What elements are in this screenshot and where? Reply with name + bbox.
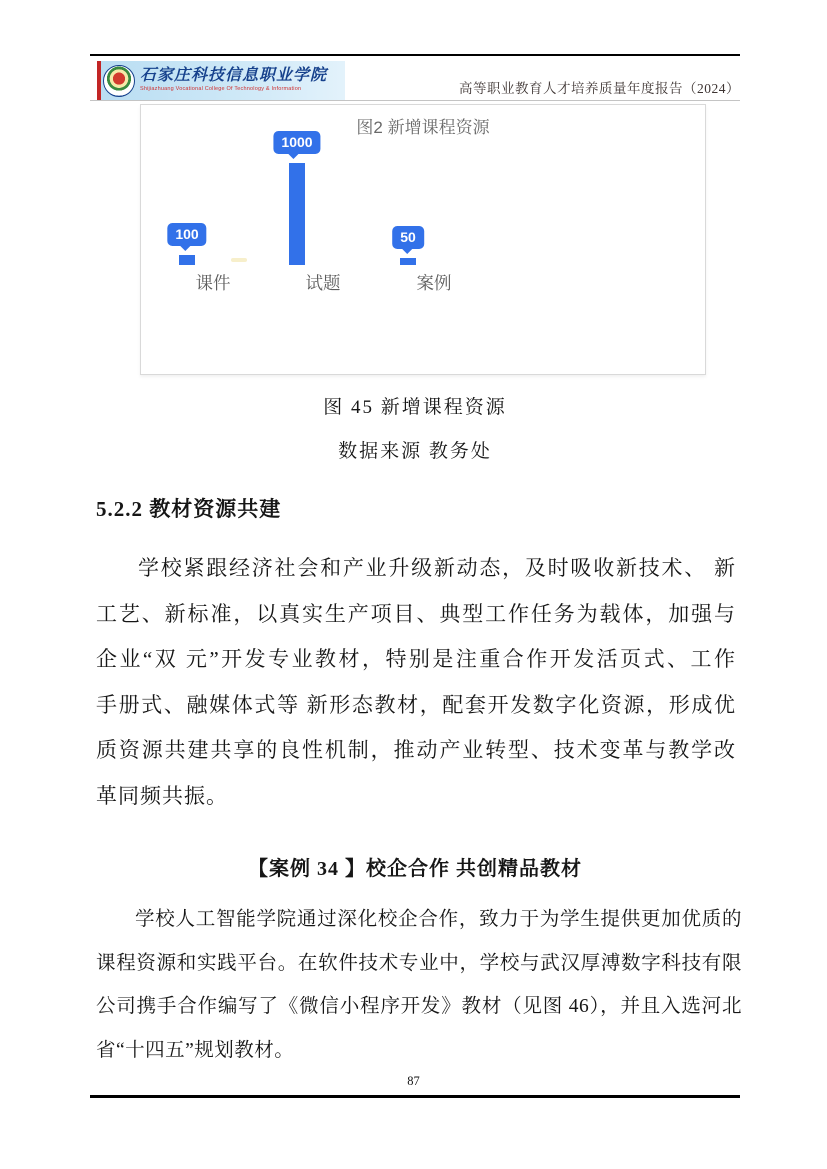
figure-caption: 图 45 新增课程资源 (323, 397, 507, 418)
value-bubble: 50 (392, 226, 424, 249)
chart-title: 图2 新增课程资源 (356, 118, 490, 137)
body-line: 质资源共建共享的良性机制，推动产业转型、技术变革与教学改 (96, 738, 736, 762)
figure-source: 数据来源 教务处 (338, 441, 492, 462)
body-line: 课程资源和实践平台。在软件技术专业中，学校与武汉厚溥数字科技有限 (96, 952, 742, 974)
category-label: 课件 (195, 273, 231, 293)
body-line: 学校人工智能学院通过深化校企合作，致力于为学生提供更加优质的 (135, 909, 742, 930)
logo-text (140, 68, 327, 93)
section-heading: 5.2.2 教材资源共建 (96, 497, 282, 521)
category-label: 试题 (305, 273, 341, 293)
school-name-en: Shijiazhuang Vocational College Of Technology & Information (140, 86, 302, 93)
header-top-rule (90, 54, 740, 56)
body-line: 企业“双 元”开发专业教材，特别是注重合作开发活页式、工作 (96, 647, 736, 671)
school-logo (97, 61, 345, 100)
body-line: 省“十四五”规划教材。 (96, 1039, 295, 1061)
header-bottom-rule (90, 100, 740, 101)
value-bubble: 100 (167, 223, 206, 246)
logo-red-strip (97, 61, 101, 100)
report-title: 高等职业教育人才培养质量年度报告（2024） (459, 81, 740, 96)
value-bubble: 1000 (273, 131, 320, 154)
case-paragraph (96, 898, 742, 1072)
body-line: 学校紧跟经济社会和产业升级新动态，及时吸收新技术、 新 (138, 556, 736, 580)
body-paragraph (96, 546, 736, 819)
case-heading: 【案例 34 】校企合作 共创精品教材 (248, 858, 582, 880)
bar (179, 255, 195, 265)
footer-rule (90, 1095, 740, 1098)
secondary-mark (231, 258, 247, 262)
school-emblem-icon (103, 65, 135, 97)
body-line: 手册式、融媒体式等 新形态教材，配套开发数字化资源，形成优 (96, 692, 736, 717)
chart-plot (141, 105, 705, 265)
bar (400, 258, 416, 265)
school-name: 石家庄科技信息职业学院 (140, 67, 328, 85)
bar (289, 163, 305, 265)
category-label: 案例 (416, 273, 452, 293)
body-line: 公司携手合作编写了《微信小程序开发》教材（见图 46），并且入选河北 (96, 996, 742, 1017)
figure-chart (140, 104, 706, 375)
page-number: 87 (407, 1074, 420, 1088)
body-line: 工艺、新标准，以真实生产项目、典型工作任务为载体，加强与 (96, 601, 736, 626)
body-line: 革同频共振。 (96, 783, 228, 808)
